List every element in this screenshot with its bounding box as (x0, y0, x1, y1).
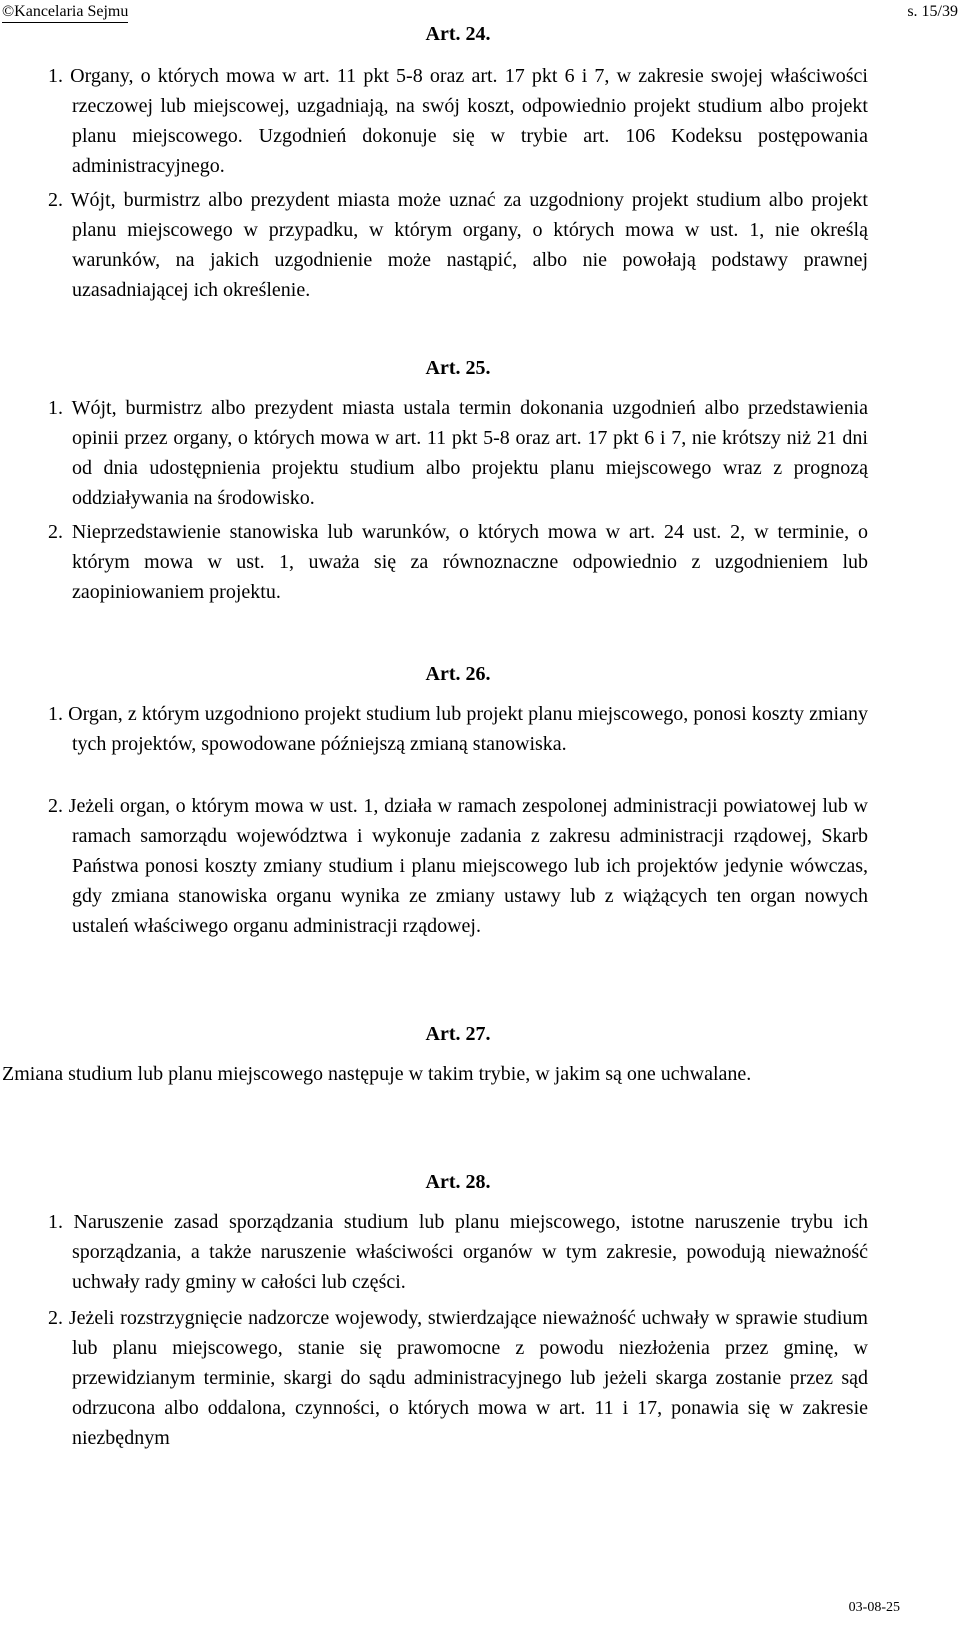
article-paragraph: Zmiana studium lub planu miejscowego następuje w takim trybie, w jakim są one uchwalane. (2, 1063, 752, 1085)
article-paragraph: 1. Naruszenie zasad sporządzania studium lub planu miejscowego, istotne naruszenie trybu ich sporządzania, a także naruszenie właściwości organów w tym zakresie, powodują nieważność uchwały rady gminy w całości lub części. (48, 1211, 868, 1293)
header-page-number: s. 15/39 (907, 3, 958, 20)
article-title: Art. 27. (425, 1023, 491, 1045)
article-paragraph: 1. Organ, z którym uzgodniono projekt studium lub projekt planu miejscowego, ponosi koszty zmiany tych projektów, spowodowane późniejszą zmianą stanowiska. (48, 703, 868, 755)
article-27 (48, 1022, 868, 1046)
article-title: Art. 26. (425, 663, 491, 685)
article-title: Art. 25. (425, 357, 491, 379)
article-paragraph: 1. Wójt, burmistrz albo prezydent miasta ustala termin dokonania uzgodnień albo przedstawienia opinii przez organy, o których mowa w art. 11 pkt 5-8 oraz art. 17 pkt 6 i 7, nie krótszy niż 21 dni od dnia udostępnienia projektu studium albo projektu planu miejscowego wraz z prognozą oddziaływania na środowisko. (48, 397, 868, 509)
header-source: ©Kancelaria Sejmu (2, 2, 128, 23)
article-28 (48, 1170, 868, 1194)
article-25 (48, 356, 868, 380)
article-paragraph: 2. Jeżeli organ, o którym mowa w ust. 1, działa w ramach zespolonej administracji powiatowej lub w ramach samorządu województwa i wykonuje zadania z zakresu administracji rządowej, Skarb Państwa ponosi koszty zmiany studium i planu miejscowego lub ich projektów jedynie wówczas, gdy zmiana stanowiska organu wynika ze zmiany ustawy lub z wiążących ten organ nowych ustaleń właściwego organu administracji rządowej. (48, 795, 868, 937)
article-paragraph: 2. Jeżeli rozstrzygnięcie nadzorcze wojewody, stwierdzające nieważność uchwały w sprawie studium lub planu miejscowego, stanie się prawomocne z powodu niezłożenia przez gminę, w przewidzianym terminie, skargi do sądu administracyjnego lub jeżeli skarga zostanie przez sąd odrzucona albo oddalona, czynności, o których mowa w art. 11 i 17, ponawia się w zakresie niezbędnym (48, 1307, 868, 1449)
article-title: Art. 24. (425, 23, 491, 45)
footer-date: 03-08-25 (848, 1600, 900, 1615)
article-paragraph: 2. Nieprzedstawienie stanowiska lub warunków, o których mowa w art. 24 ust. 2, w terminie, o którym mowa w ust. 1, uważa się za równoznaczne odpowiednio z uzgodnieniem lub zaopiniowaniem projektu. (48, 521, 868, 603)
article-paragraph: 2. Wójt, burmistrz albo prezydent miasta może uznać za uzgodniony projekt studium albo projekt planu miejscowego w przypadku, w którym organy, o których mowa w ust. 1, nie określą warunków, na jakich uzgodnienie może nastąpić, albo nie powołają podstawy prawnej uzasadniającej ich określenie. (48, 189, 868, 301)
article-paragraph: 1. Organy, o których mowa w art. 11 pkt 5-8 oraz art. 17 pkt 6 i 7, w zakresie swojej właściwości rzeczowej lub miejscowej, uzgadniają, na swój koszt, odpowiednio projekt studium albo projekt planu miejscowego. Uzgodnień dokonuje się w trybie art. 106 Kodeksu postępowania administracyjnego. (48, 65, 868, 177)
article-24 (48, 22, 868, 46)
article-26 (48, 662, 868, 686)
article-title: Art. 28. (425, 1171, 491, 1193)
